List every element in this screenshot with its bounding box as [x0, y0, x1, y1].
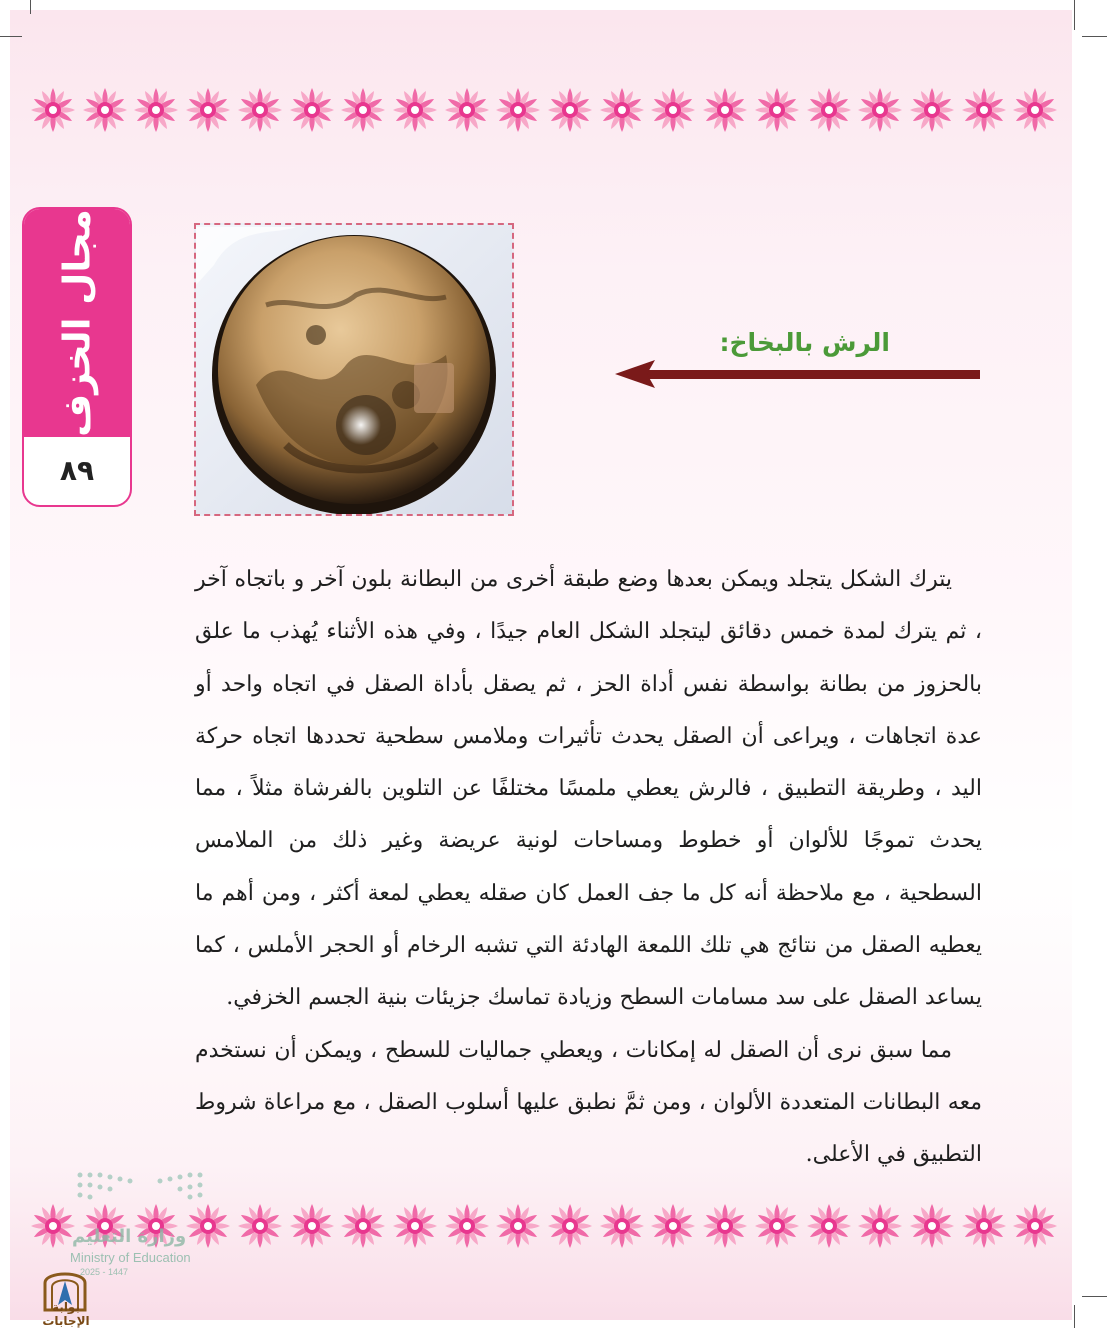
- body-text: [195, 554, 982, 1182]
- flower-icon: [961, 87, 1007, 133]
- flower-icon: [30, 87, 76, 133]
- flower-icon: [599, 87, 645, 133]
- flower-icon: [392, 87, 438, 133]
- flower-icon: [340, 1203, 386, 1249]
- left-arrow-icon: [615, 360, 980, 390]
- flower-icon: [909, 87, 955, 133]
- page-number: ٨٩: [59, 454, 95, 487]
- flower-icon: [754, 1203, 800, 1249]
- flower-icon: [237, 87, 283, 133]
- flower-icon: [237, 1203, 283, 1249]
- flower-icon: [340, 87, 386, 133]
- ceramic-bowl-image: [196, 225, 512, 514]
- flower-icon: [1012, 87, 1058, 133]
- flower-icon: [1012, 1203, 1058, 1249]
- flower-icon: [650, 87, 696, 133]
- top-flower-border: [10, 80, 1072, 140]
- flower-icon: [444, 87, 490, 133]
- flower-icon: [857, 87, 903, 133]
- flower-icon: [754, 87, 800, 133]
- flower-icon: [806, 1203, 852, 1249]
- flower-icon: [909, 1203, 955, 1249]
- chapter-tab-header: [24, 209, 130, 437]
- chapter-tab: [22, 207, 132, 507]
- crop-mark: [1074, 1305, 1075, 1328]
- flower-icon: [702, 87, 748, 133]
- flower-icon: [806, 87, 852, 133]
- crop-mark: [0, 36, 22, 37]
- flower-icon: [392, 1203, 438, 1249]
- ceramic-bowl-photo: [194, 223, 514, 516]
- flower-icon: [547, 1203, 593, 1249]
- answers-gate-label: بوابة الإجابات: [42, 1300, 90, 1328]
- crop-mark: [30, 0, 31, 14]
- flower-icon: [857, 1203, 903, 1249]
- ministry-year: 2025 - 1447: [80, 1267, 129, 1277]
- section-heading: الرش بالبخاخ:: [719, 328, 890, 357]
- flower-icon: [185, 87, 231, 133]
- flower-icon: [495, 87, 541, 133]
- textbook-page: [10, 10, 1072, 1320]
- paragraph-1: يترك الشكل يتجلد ويمكن بعدها وضع طبقة أخرى من البطانة بلون آخر و باتجاه آخر ، ثم يترك لمدة خمس دقائق ليتجلد الشكل العام جيدًا ، وفي هذه الأثناء يُهذب ما علق بالحزوز من بطانة بواسطة نفس أداة الحز ، ثم يصقل بأداة الصقل في اتجاه واحد أو عدة اتجاهات ، ويراعى أن الصقل يحدث تأثيرات وملامس سطحية تحددها اتجاه حركة اليد ، وطريقة التطبيق ، فالرش يعطي ملمسًا مختلفًا عن التلوين بالفرشاة مثلاً ، مما يحدث تموجًا للألوان أو خطوط ومساحات لونية عريضة وغير ذلك من الملامس السطحية ، مع ملاحظة أنه كل ما جف العمل كان صقله يعطي لمعة أكثر ، ومن أهم ما يعطيه الصقل من نتائج هي تلك اللمعة الهادئة التي تشبه الرخام أو الحجر الأملس ، كما يساعد الصقل على سد مسامات السطح وزيادة تماسك جزيئات بنية الجسم الخزفي.: [195, 567, 982, 1011]
- flower-icon: [289, 87, 335, 133]
- flower-icon: [650, 1203, 696, 1249]
- paragraph-2: مما سبق نرى أن الصقل له إمكانات ، ويعطي جماليات للسطح ، ويمكن أن نستخدم معه البطانات المتعددة الألوان ، ومن ثمَّ نطبق عليها أسلوب الصقل ، مع مراعاة شروط التطبيق في الأعلى.: [195, 1037, 982, 1168]
- crop-mark: [1082, 36, 1107, 37]
- flower-icon: [289, 1203, 335, 1249]
- flower-icon: [961, 1203, 1007, 1249]
- flower-icon: [133, 87, 179, 133]
- flower-icon: [599, 1203, 645, 1249]
- flower-icon: [82, 87, 128, 133]
- flower-icon: [444, 1203, 490, 1249]
- crop-mark: [1082, 1296, 1107, 1297]
- flower-icon: [702, 1203, 748, 1249]
- flower-icon: [495, 1203, 541, 1249]
- chapter-title: مجال الخزف: [55, 209, 99, 437]
- ministry-name-en: Ministry of Education: [70, 1250, 191, 1265]
- flower-icon: [547, 87, 593, 133]
- crop-mark: [1074, 0, 1075, 30]
- ministry-name-ar: وزارة التعليم: [72, 1226, 187, 1247]
